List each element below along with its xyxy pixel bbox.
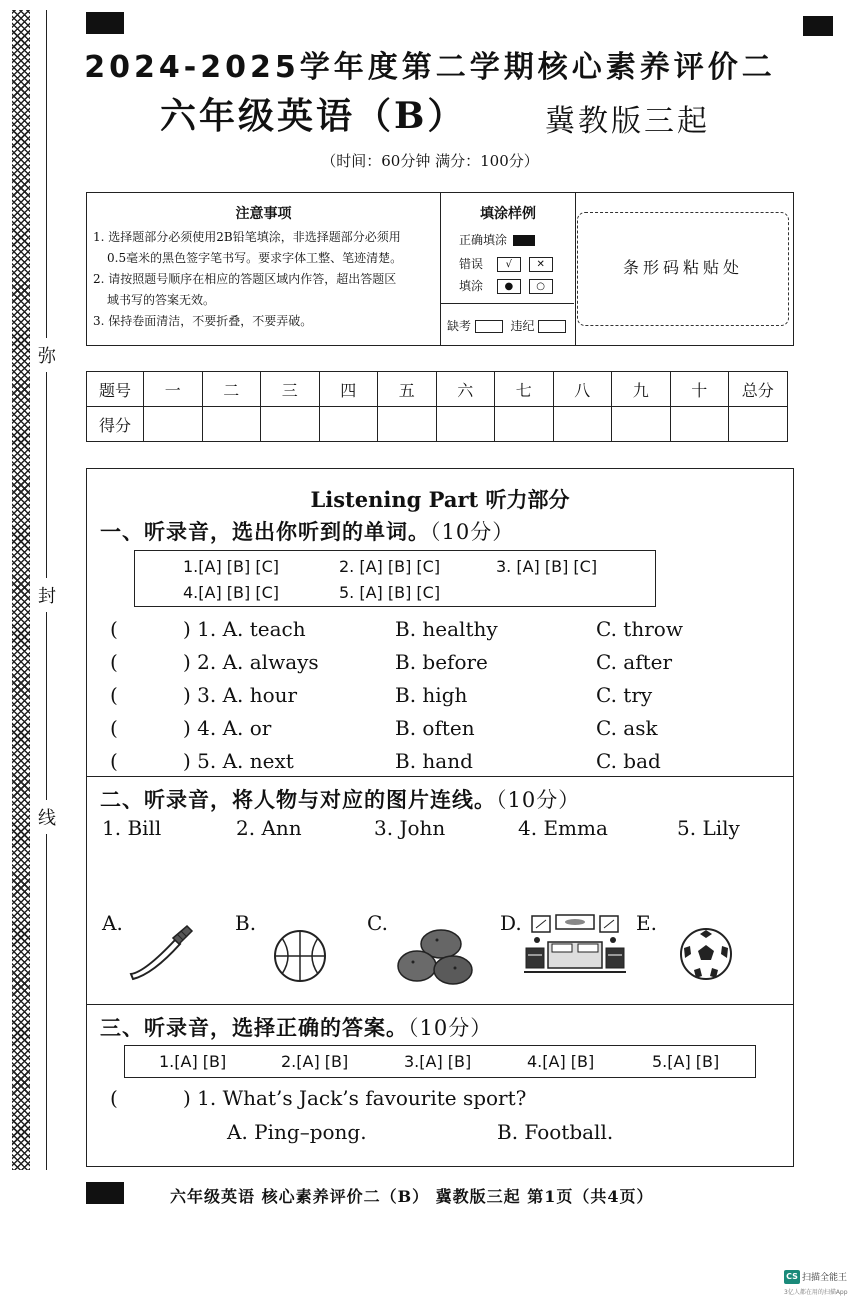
notice-rule-1: 1. 选择题部分必须使用2B铅笔填涂，非选择题部分必须用 0.5毫米的黑色签字笔书写。要求字体工整、笔迹清楚。 bbox=[93, 230, 403, 265]
notice-rule-2: 2. 请按照题号顺序在相应的答题区域内作答，超出答题区 域书写的答案无效。 bbox=[93, 272, 397, 307]
q5-option-a: ) 5. A. next bbox=[183, 749, 294, 773]
exam-title: 2024-2025学年度第二学期核心素养评价二 bbox=[84, 50, 776, 85]
score-cell[interactable] bbox=[319, 407, 378, 442]
check-mark-icon: √ bbox=[497, 257, 521, 272]
solid-mark-icon bbox=[513, 235, 535, 246]
score-row-label: 得分 bbox=[87, 407, 144, 442]
score-header-cell: 七 bbox=[495, 372, 554, 407]
answer-choice-4[interactable]: 4.[A] [B] [C] bbox=[183, 583, 279, 602]
time-info: （时间：60分钟 满分：100分） bbox=[321, 152, 539, 170]
exam-subject: 六年级英语（B） bbox=[160, 95, 467, 137]
q2-option-c: C. after bbox=[596, 650, 673, 674]
person-john: 3. John bbox=[374, 816, 446, 840]
dot-mark-icon: ● bbox=[497, 279, 521, 294]
bedroom-icon bbox=[522, 912, 628, 980]
person-emma: 4. Emma bbox=[518, 816, 608, 840]
score-cell[interactable] bbox=[612, 407, 671, 442]
score-table-score-row bbox=[87, 407, 788, 442]
barcode-area: 条形码粘贴处 bbox=[577, 212, 789, 326]
section2-title: 二、听录音，将人物与对应的图片连线。（10分） bbox=[100, 787, 581, 812]
registration-mark-bottom-left bbox=[86, 1182, 124, 1204]
s3-answer-choice-3[interactable]: 3.[A] [B] bbox=[404, 1052, 472, 1071]
q1-paren[interactable]: ( bbox=[110, 617, 118, 641]
score-header-cell: 一 bbox=[144, 372, 203, 407]
absent-box[interactable] bbox=[475, 320, 503, 333]
camscanner-logo-icon: CS bbox=[784, 1270, 800, 1284]
person-ann: 2. Ann bbox=[236, 816, 302, 840]
picture-label-b: B. bbox=[235, 911, 257, 935]
score-header-cell: 五 bbox=[378, 372, 437, 407]
q5-option-c: C. bad bbox=[596, 749, 661, 773]
absent-violation-row: 缺考 违纪 bbox=[447, 317, 566, 334]
q4-option-b: B. often bbox=[395, 716, 475, 740]
q4-paren[interactable]: ( bbox=[110, 716, 118, 740]
s3-q1-text: ) 1. What’s Jack’s favourite sport? bbox=[183, 1086, 527, 1110]
fill-sample bbox=[441, 193, 576, 345]
answer-choice-1[interactable]: 1.[A] [B] [C] bbox=[183, 557, 279, 576]
q4-option-a: ) 4. A. or bbox=[183, 716, 272, 740]
score-cell[interactable] bbox=[495, 407, 554, 442]
notice-rule-3: 3. 保持卷面清洁，不要折叠，不要弄破。 bbox=[93, 314, 313, 328]
s3-answer-choice-2[interactable]: 2.[A] [B] bbox=[281, 1052, 349, 1071]
picture-label-e: E. bbox=[636, 911, 657, 935]
score-cell[interactable] bbox=[202, 407, 261, 442]
person-lily: 5. Lily bbox=[677, 816, 740, 840]
listening-part-title: Listening Part 听力部分 bbox=[310, 487, 570, 512]
picture-label-a: A. bbox=[102, 911, 123, 935]
picture-label-c: C. bbox=[367, 911, 388, 935]
section-divider-2 bbox=[86, 1004, 794, 1005]
score-table bbox=[86, 371, 788, 442]
q5-option-b: B. hand bbox=[395, 749, 473, 773]
score-cell[interactable] bbox=[378, 407, 437, 442]
q3-option-c: C. try bbox=[596, 683, 653, 707]
exam-edition: 冀教版三起 bbox=[545, 104, 710, 139]
q3-option-a: ) 3. A. hour bbox=[183, 683, 298, 707]
fill-sample-heading: 填涂样例 bbox=[480, 206, 536, 222]
s3-q1-option-b: B. Football. bbox=[497, 1120, 614, 1144]
basketball-icon bbox=[272, 928, 328, 984]
person-bill: 1. Bill bbox=[102, 816, 162, 840]
notice-rules bbox=[87, 193, 441, 345]
score-header-cell: 十 bbox=[670, 372, 729, 407]
answer-choice-2[interactable]: 2. [A] [B] [C] bbox=[339, 557, 441, 576]
q1-option-b: B. healthy bbox=[395, 617, 498, 641]
s3-q1-paren[interactable]: ( bbox=[110, 1086, 118, 1110]
registration-mark-top-right bbox=[803, 16, 833, 36]
violation-box[interactable] bbox=[538, 320, 566, 333]
score-table-header-row bbox=[87, 372, 788, 407]
potatoes-icon bbox=[397, 926, 475, 988]
s3-q1-option-a: A. Ping–pong. bbox=[227, 1120, 367, 1144]
section3-title: 三、听录音，选择正确的答案。（10分） bbox=[100, 1015, 493, 1040]
cross-mark-icon: ✕ bbox=[529, 257, 553, 272]
wrong-fill-row-2: 填涂 ● ○ bbox=[459, 277, 553, 294]
score-header-cell: 九 bbox=[612, 372, 671, 407]
score-header-cell: 三 bbox=[261, 372, 320, 407]
q2-option-b: B. before bbox=[395, 650, 488, 674]
s3-answer-choice-5[interactable]: 5.[A] [B] bbox=[652, 1052, 720, 1071]
picture-label-d: D. bbox=[500, 911, 522, 935]
answer-choice-3[interactable]: 3. [A] [B] [C] bbox=[496, 557, 598, 576]
score-cell[interactable] bbox=[553, 407, 612, 442]
correct-fill-row: 正确填涂 bbox=[459, 231, 535, 248]
score-header-cell: 二 bbox=[202, 372, 261, 407]
score-header-cell: 八 bbox=[553, 372, 612, 407]
q3-option-b: B. high bbox=[395, 683, 468, 707]
score-cell[interactable] bbox=[144, 407, 203, 442]
score-header-cell: 四 bbox=[319, 372, 378, 407]
s3-answer-choice-1[interactable]: 1.[A] [B] bbox=[159, 1052, 227, 1071]
section1-title: 一、听录音，选出你听到的单词。（10分） bbox=[100, 519, 515, 544]
toothbrush-icon bbox=[125, 922, 195, 982]
fill-divider bbox=[441, 303, 574, 304]
score-header-cell: 六 bbox=[436, 372, 495, 407]
section-divider-1 bbox=[86, 776, 794, 777]
notice-heading: 注意事项 bbox=[235, 206, 292, 222]
registration-mark-top-left bbox=[86, 12, 124, 34]
q5-paren[interactable]: ( bbox=[110, 749, 118, 773]
binding-label-mi: 弥 bbox=[30, 338, 64, 372]
watermark-subtitle: 3亿人都在用的扫描App bbox=[784, 1289, 848, 1296]
binding-label-feng: 封 bbox=[30, 578, 64, 612]
wrong-fill-row-1: 错误 √ ✕ bbox=[459, 255, 553, 272]
watermark-title: 扫描全能王 bbox=[802, 1273, 848, 1283]
score-cell[interactable] bbox=[670, 407, 729, 442]
score-cell[interactable] bbox=[436, 407, 495, 442]
s3-answer-choice-4[interactable]: 4.[A] [B] bbox=[527, 1052, 595, 1071]
binding-label-xian: 线 bbox=[30, 800, 64, 834]
q2-paren[interactable]: ( bbox=[110, 650, 118, 674]
q2-option-a: ) 2. A. always bbox=[183, 650, 319, 674]
score-cell[interactable] bbox=[261, 407, 320, 442]
q1-option-a: ) 1. A. teach bbox=[183, 617, 306, 641]
q4-option-c: C. ask bbox=[596, 716, 658, 740]
q3-paren[interactable]: ( bbox=[110, 683, 118, 707]
binding-hatch bbox=[12, 10, 30, 1170]
football-icon bbox=[678, 926, 734, 982]
page-footer: 六年级英语 核心素养评价二（B） 冀教版三起 第1页（共4页） bbox=[170, 1187, 654, 1206]
score-header-cell: 题号 bbox=[87, 372, 144, 407]
score-header-cell: 总分 bbox=[729, 372, 788, 407]
q1-option-c: C. throw bbox=[596, 617, 683, 641]
score-cell[interactable] bbox=[729, 407, 788, 442]
circle-mark-icon: ○ bbox=[529, 279, 553, 294]
answer-choice-5[interactable]: 5. [A] [B] [C] bbox=[339, 583, 441, 602]
